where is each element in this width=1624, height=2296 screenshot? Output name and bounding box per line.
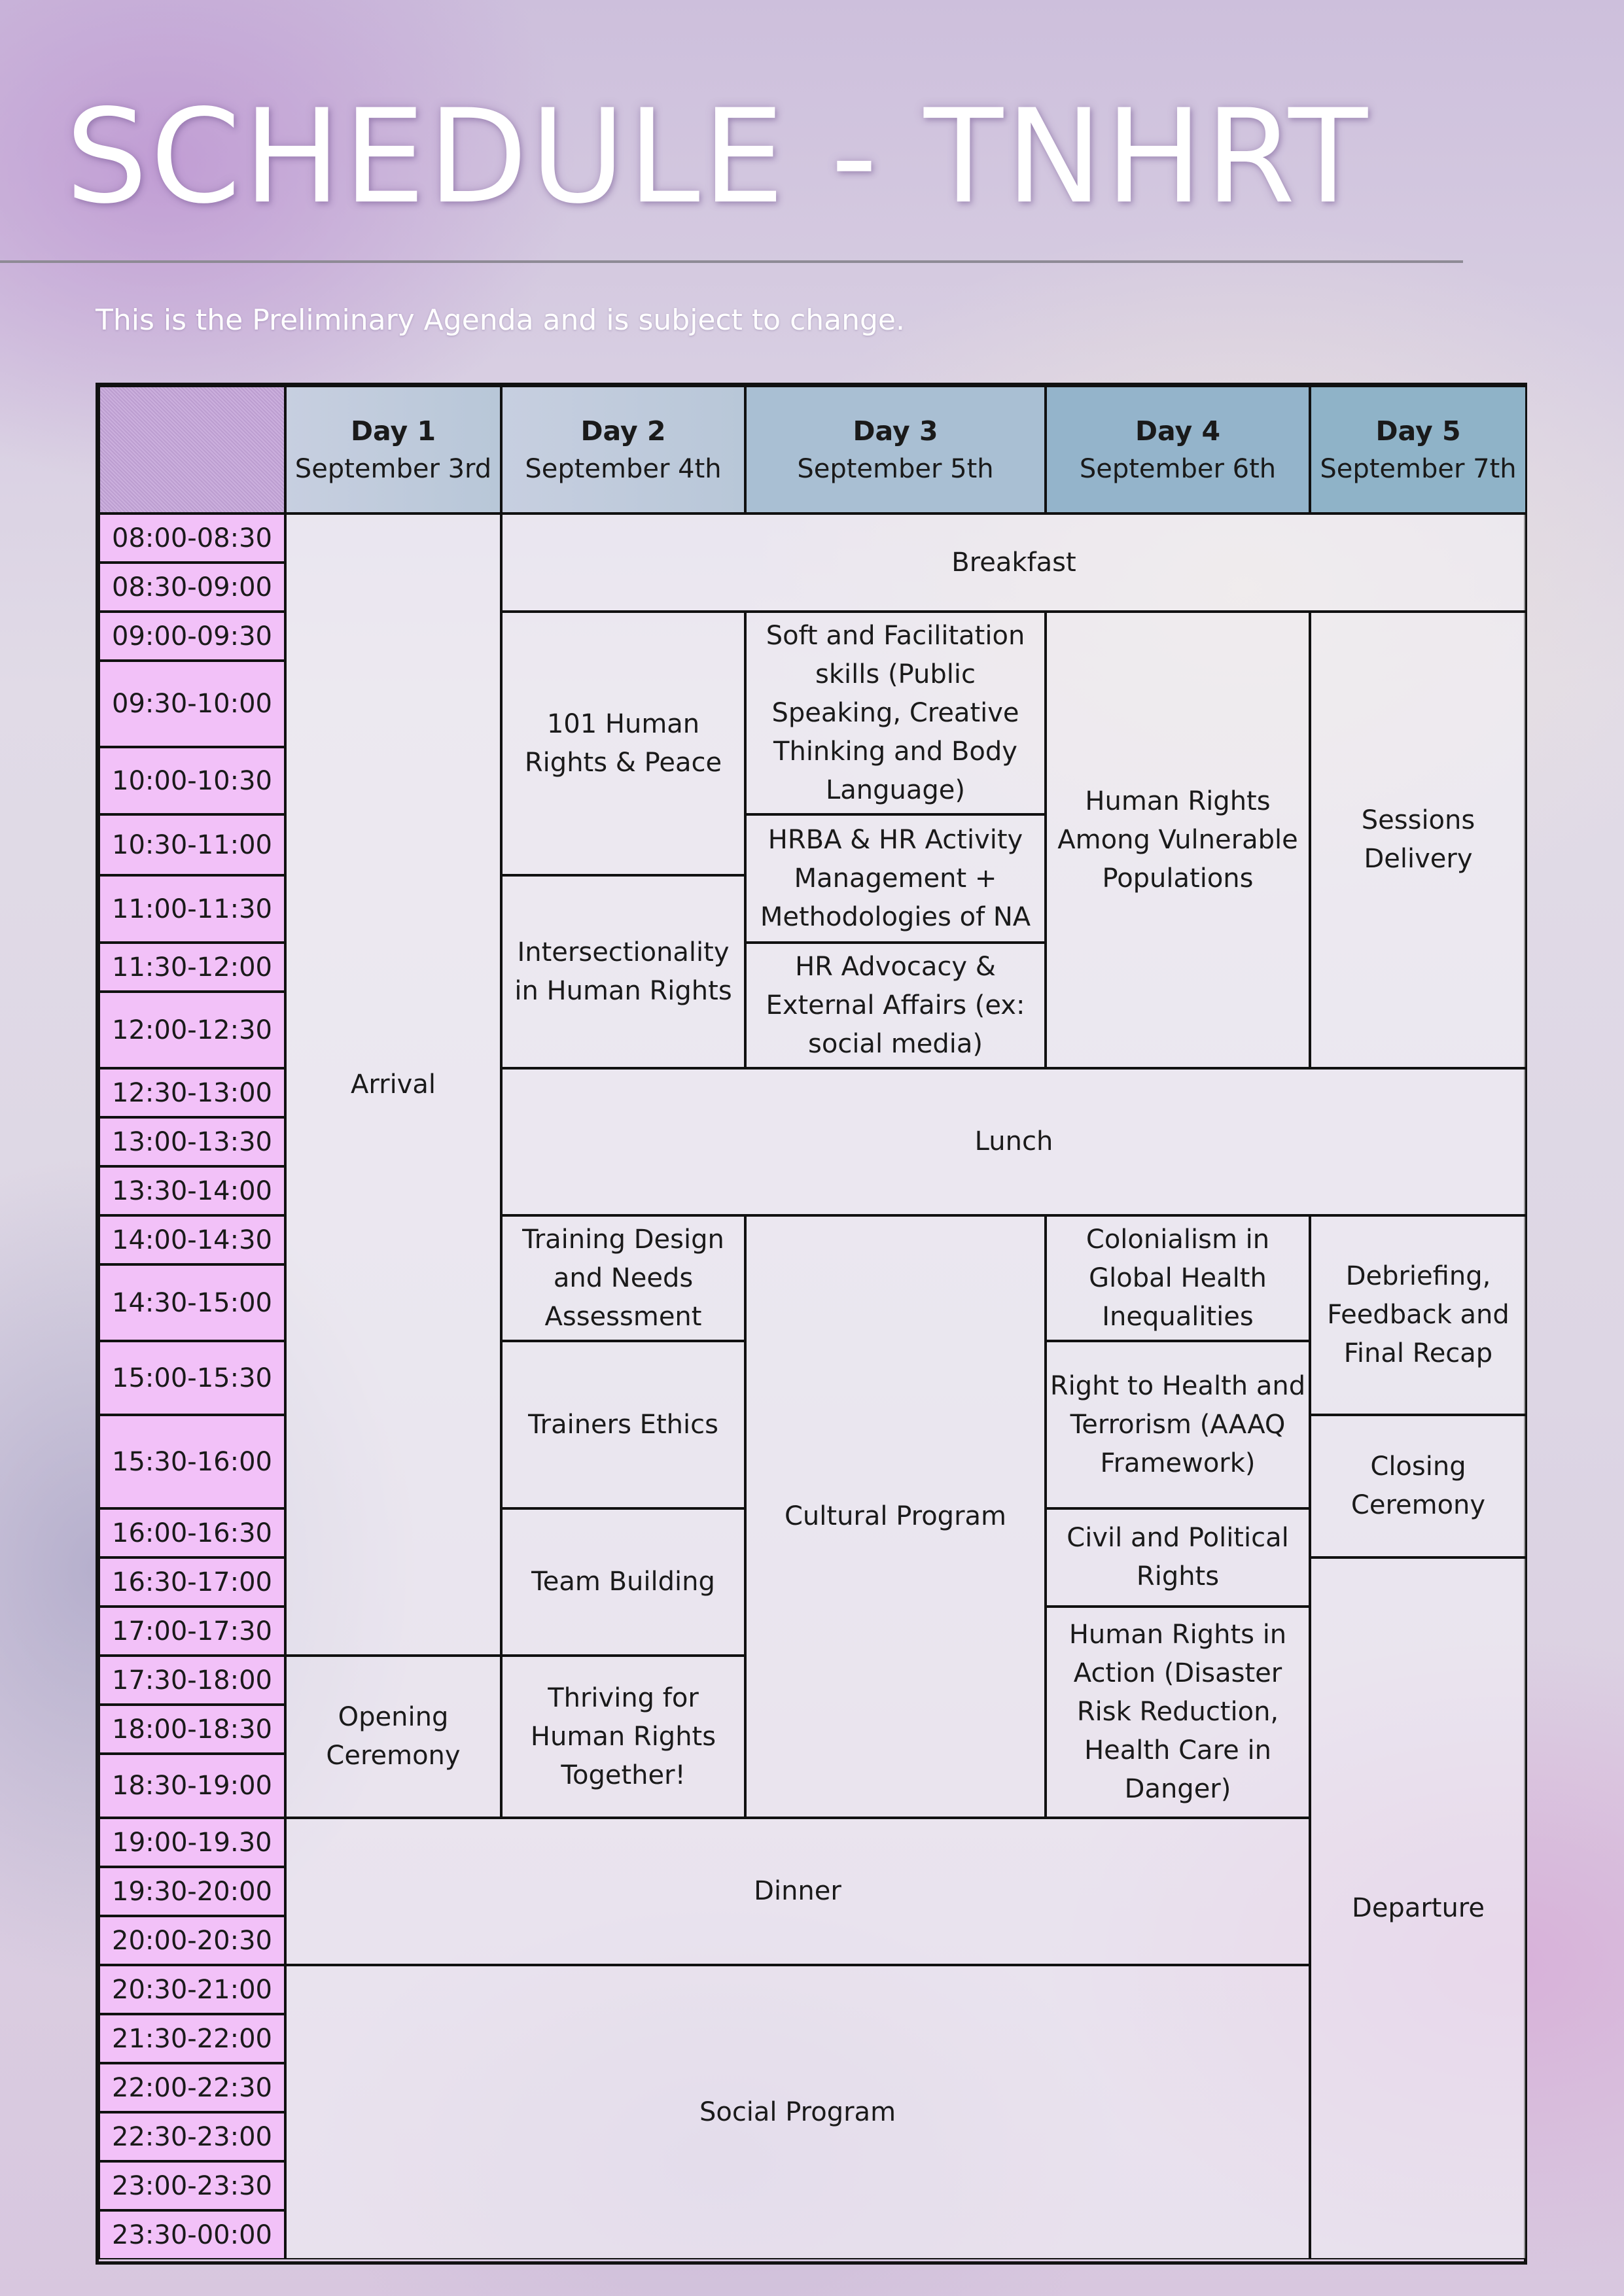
time-slot: 19:30-20:00 — [99, 1867, 285, 1916]
time-slot: 11:30-12:00 — [99, 943, 285, 992]
time-slot: 13:30-14:00 — [99, 1166, 285, 1215]
time-slot: 10:00-10:30 — [99, 747, 285, 814]
time-slot: 08:30-09:00 — [99, 563, 285, 612]
time-slot: 10:30-11:00 — [99, 814, 285, 875]
session-trainers-ethics: Trainers Ethics — [501, 1341, 745, 1508]
session-dinner: Dinner — [285, 1818, 1310, 1965]
page-title: SCHEDULE - TNHRT — [65, 81, 1371, 232]
time-slot: 14:30-15:00 — [99, 1264, 285, 1341]
session-hr-in-action: Human Rights in Action (Disaster Risk Reduction, Health Care in Danger) — [1046, 1607, 1310, 1818]
title-divider — [0, 260, 1463, 263]
time-slot: 14:00-14:30 — [99, 1215, 285, 1264]
session-breakfast: Breakfast — [501, 513, 1527, 612]
session-team-building: Team Building — [501, 1508, 745, 1656]
session-debriefing: Debriefing, Feedback and Final Recap — [1310, 1215, 1527, 1415]
time-slot: 22:00-22:30 — [99, 2063, 285, 2112]
header-day-2 — [501, 386, 745, 513]
time-slot: 15:00-15:30 — [99, 1341, 285, 1415]
session-lunch: Lunch — [501, 1068, 1527, 1215]
time-slot: 20:00-20:30 — [99, 1916, 285, 1965]
session-soft-skills: Soft and Facilitation skills (Public Speaking, Creative Thinking and Body Language) — [745, 612, 1046, 814]
session-sessions-delivery: Sessions Delivery — [1310, 612, 1527, 1068]
time-slot: 17:00-17:30 — [99, 1607, 285, 1656]
session-arrival: Arrival — [285, 513, 501, 1656]
day-label: Day 3 — [853, 415, 938, 447]
time-slot: 18:00-18:30 — [99, 1705, 285, 1754]
time-slot: 12:30-13:00 — [99, 1068, 285, 1117]
time-slot: 09:30-10:00 — [99, 661, 285, 747]
header-day-1 — [285, 386, 501, 513]
session-training-design: Training Design and Needs Assessment — [501, 1215, 745, 1341]
session-civil-political: Civil and Political Rights — [1046, 1508, 1310, 1607]
time-slot: 22:30-23:00 — [99, 2112, 285, 2161]
day-date: September 4th — [525, 453, 722, 484]
session-intersectionality: Intersectionality in Human Rights — [501, 875, 745, 1068]
time-slot: 15:30-16:00 — [99, 1415, 285, 1508]
session-human-rights-peace: 101 Human Rights & Peace — [501, 612, 745, 875]
session-closing-ceremony: Closing Ceremony — [1310, 1415, 1527, 1557]
session-departure: Departure — [1310, 1557, 1527, 2259]
time-slot: 18:30-19:00 — [99, 1754, 285, 1818]
time-slot: 19:00-19.30 — [99, 1818, 285, 1867]
session-hrba: HRBA & HR Activity Management + Methodologies of NA — [745, 814, 1046, 943]
schedule-table — [96, 383, 1527, 2265]
session-vulnerable-populations: Human Rights Among Vulnerable Populations — [1046, 612, 1310, 1068]
session-cultural-program: Cultural Program — [745, 1215, 1046, 1818]
day-date: September 3rd — [294, 453, 492, 484]
day-date: September 5th — [797, 453, 994, 484]
header-day-5 — [1310, 386, 1527, 513]
header-day-3 — [745, 386, 1046, 513]
day-date: September 6th — [1079, 453, 1277, 484]
day-label: Day 5 — [1375, 415, 1461, 447]
session-colonialism: Colonialism in Global Health Inequalities — [1046, 1215, 1310, 1341]
day-date: September 7th — [1320, 453, 1517, 484]
time-slot: 11:00-11:30 — [99, 875, 285, 943]
time-slot: 21:30-22:00 — [99, 2014, 285, 2063]
session-thriving: Thriving for Human Rights Together! — [501, 1656, 745, 1818]
time-slot: 08:00-08:30 — [99, 513, 285, 563]
day-label: Day 1 — [351, 415, 436, 447]
time-slot: 16:30-17:00 — [99, 1557, 285, 1607]
header-day-4 — [1046, 386, 1310, 513]
time-slot: 13:00-13:30 — [99, 1117, 285, 1166]
session-advocacy: HR Advocacy & External Affairs (ex: social media) — [745, 943, 1046, 1068]
time-slot: 23:00-23:30 — [99, 2161, 285, 2210]
agenda-disclaimer: This is the Preliminary Agenda and is subject to change. — [96, 304, 905, 337]
session-social-program: Social Program — [285, 1965, 1310, 2259]
header-corner — [99, 386, 285, 513]
day-label: Day 4 — [1135, 415, 1220, 447]
time-slot: 23:30-00:00 — [99, 2210, 285, 2259]
day-label: Day 2 — [580, 415, 666, 447]
session-opening-ceremony: Opening Ceremony — [285, 1656, 501, 1818]
time-slot: 17:30-18:00 — [99, 1656, 285, 1705]
time-slot: 09:00-09:30 — [99, 612, 285, 661]
time-slot: 12:00-12:30 — [99, 992, 285, 1068]
time-slot: 20:30-21:00 — [99, 1965, 285, 2014]
time-slot: 16:00-16:30 — [99, 1508, 285, 1557]
session-health-terrorism: Right to Health and Terrorism (AAAQ Framework) — [1046, 1341, 1310, 1508]
